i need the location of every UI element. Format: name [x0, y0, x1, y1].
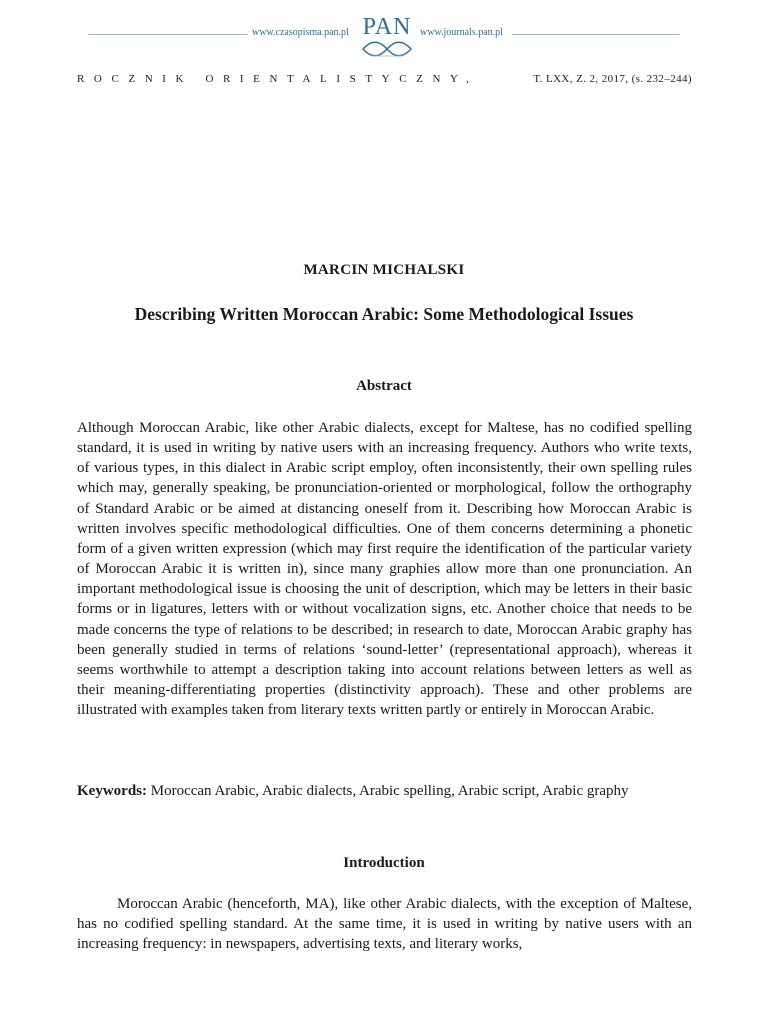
page-banner [0, 14, 768, 64]
running-head [77, 73, 692, 85]
journal-name: ROCZNIK ORIENTALISTYCZNY, [77, 73, 479, 85]
introduction-heading: Introduction [343, 855, 425, 871]
author-name: MARCIN MICHALSKI [303, 262, 465, 278]
abstract-text: Although Moroccan Arabic, like other Arabic dialects, except for Maltese, has no codified spelling standard, it is used in writing by native users with an increasing frequency. Authors who write texts, of various types, in this dialect in Arabic script employ, often inconsistently, their own spelling rules which may, generally speaking, be pronunciation-oriented or morphological, follow the orthography of Standard Arabic or be aimed at distancing oneself from it. Describing how Moroccan Arabic is written involves specific methodological difficulties. One of them concerns determining a phonetic form of a given written expression (which may first require the identification of the particular variety of Moroccan Arabic it is written in), since many graphies allow more than one pronunciation. An important methodological issue is choosing the unit of description, which may be letters in their basic forms or in ligatures, letters with or without vocalization signs, etc. Another choice that needs to be made concerns the type of relations to be described; in research to date, Moroccan Arabic graphy has been generally studied in terms of relations ‘sound-letter’ (representational approach), whereas it seems worthwhile to attempt a description taking into account relations between letters as well as their meaning-differentiating properties (distinctivity approach). These and other problems are illustrated with examples taken from literary texts written partly or entirely in Moroccan Arabic. [77, 420, 692, 719]
journals-url[interactable]: www.journals.pan.pl [420, 27, 503, 38]
czasopisma-url[interactable]: www.czasopisma.pan.pl [252, 27, 349, 38]
keywords-text: Moroccan Arabic, Arabic dialects, Arabic spelling, Arabic script, Arabic graphy [150, 783, 629, 799]
article-title: Describing Written Moroccan Arabic: Some Methodological Issues [134, 304, 634, 324]
banner-divider-left [88, 34, 248, 35]
abstract-heading: Abstract [356, 378, 412, 394]
keywords-line [77, 781, 692, 801]
issue-details: T. LXX, Z. 2, 2017, (s. 232–244) [533, 73, 692, 85]
pan-logo-icon [357, 40, 417, 58]
pan-logo-text: PAN [362, 14, 412, 40]
pan-logo [357, 14, 417, 60]
introduction-text: Moroccan Arabic (henceforth, MA), like other Arabic dialects, with the exception of Maltese, has no codified spelling standard. At the same time, it is used in writing by native users with an increasing frequency: in newspapers, advertising texts, and literary works, [77, 896, 692, 953]
banner-divider-right [512, 34, 680, 35]
keywords-label: Keywords: [77, 783, 147, 799]
